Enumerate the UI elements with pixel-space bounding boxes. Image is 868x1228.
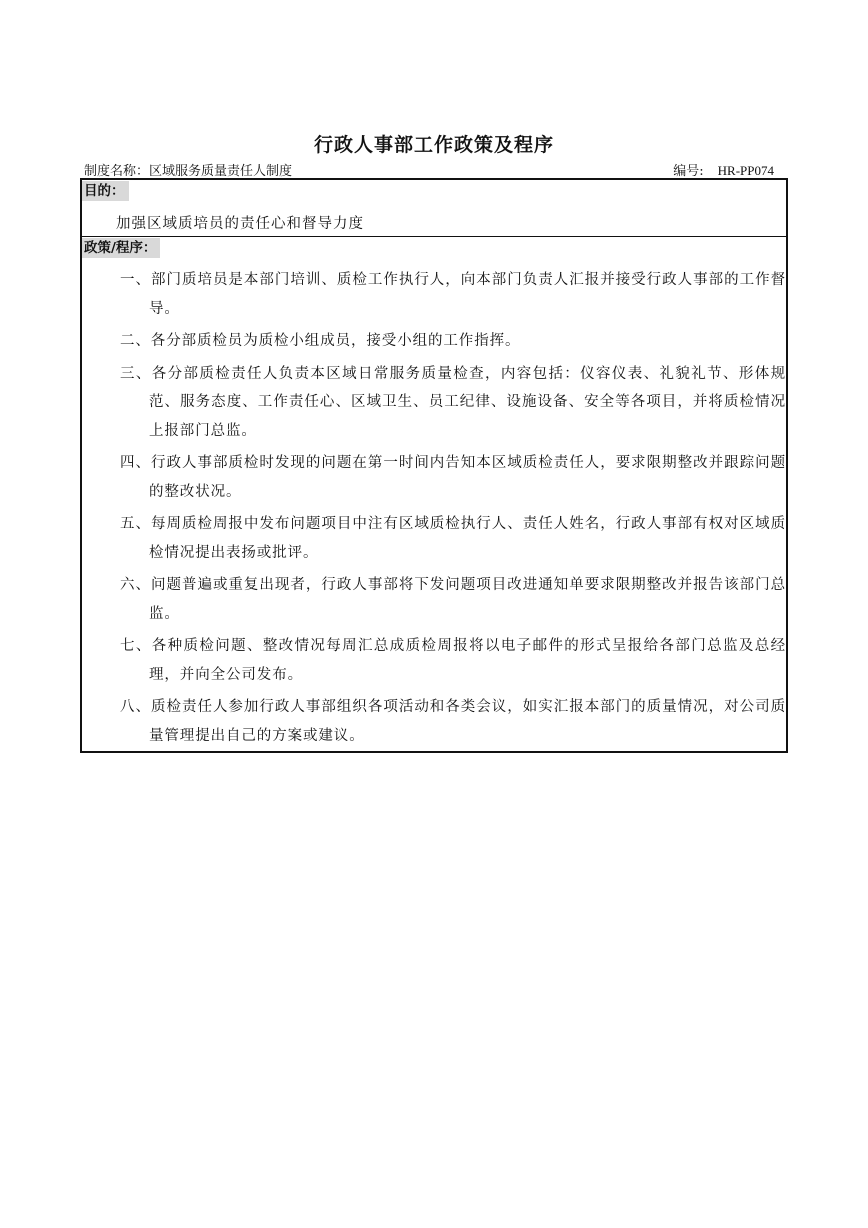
document-code-value: HR-PP074 [717,163,774,178]
document-meta-row [84,160,774,178]
policy-item-8: 八、质检责任人参加行政人事部组织各项活动和各类会议，如实汇报本部门的质量情况，对公司质量管理提出自己的方案或建议。 [120,699,786,744]
policy-item-7: 七、各种质检问题、整改情况每周汇总成质检周报将以电子邮件的形式呈报给各部门总监及总经理，并向全公司发布。 [120,638,786,683]
policy-item-3: 三、各分部质检责任人负责本区域日常服务质量检查，内容包括：仪容仪表、礼貌礼节、形体规范、服务态度、工作责任心、区域卫生、员工纪律、设施设备、安全等各项目，并将质检情况上报部门总监。 [120,365,786,439]
document-title: 行政人事部工作政策及程序 [313,134,554,156]
section-divider [82,236,786,237]
document-code-label: 编号: [673,164,704,179]
policy-heading: 政策/程序： [82,238,160,258]
document-code [673,160,774,179]
policy-item-5: 五、每周质检周报中发布问题项目中注有区域质检执行人、责任人姓名，行政人事部有权对区域质检情况提出表扬或批评。 [120,516,786,561]
purpose-heading: 目的： [82,181,129,201]
policy-item-2: 二、各分部质检员为质检小组成员，接受小组的工作指挥。 [120,333,521,349]
policy-item-4: 四、行政人事部质检时发现的问题在第一时间内告知本区域质检责任人，要求限期整改并跟踪问题的整改状况。 [120,455,786,500]
policy-item-1: 一、部门质培员是本部门培训、质检工作执行人，向本部门负责人汇报并接受行政人事部的工作督导。 [120,272,786,317]
policy-item-6: 六、问题普遍或重复出现者，行政人事部将下发问题项目改进通知单要求限期整改并报告该部门总监。 [120,577,786,622]
policy-table [80,178,788,753]
purpose-text: 加强区域质培员的责任心和督导力度 [116,216,364,232]
policy-name: 制度名称：区域服务质量责任人制度 [84,164,293,179]
policy-list [120,266,786,754]
